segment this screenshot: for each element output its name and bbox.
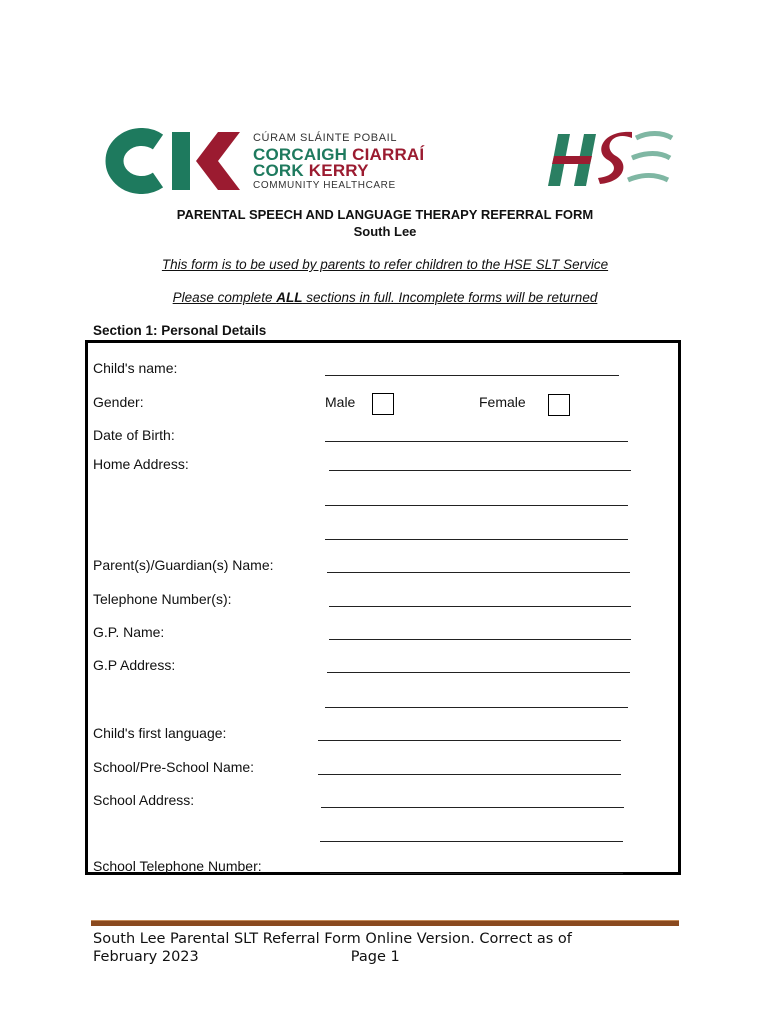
- school-name-label: School/Pre-School Name:: [93, 759, 255, 775]
- gp-address-field-2[interactable]: [325, 707, 628, 708]
- ck-ciarrai: CIARRAÍ: [352, 145, 425, 164]
- form-intro: This form is to be used by parents to refer children to the HSE SLT Service: [161, 257, 609, 272]
- school-phone-label: School Telephone Number:: [93, 858, 262, 874]
- home-address-field-3[interactable]: [325, 539, 628, 540]
- form-subtitle: South Lee: [353, 224, 417, 239]
- ck-logo-icon: [100, 128, 250, 194]
- gender-female-checkbox[interactable]: [548, 394, 570, 416]
- footer-line-2: [93, 948, 572, 966]
- home-address-field-2[interactable]: [325, 505, 628, 506]
- first-language-field[interactable]: [318, 740, 621, 741]
- gp-address-field-1[interactable]: [327, 672, 630, 673]
- gender-female-label: Female: [479, 394, 526, 410]
- footer-rule: [91, 920, 679, 926]
- home-address-label: Home Address:: [93, 456, 189, 472]
- child-name-field[interactable]: [325, 375, 619, 376]
- ck-line-3: [253, 161, 369, 181]
- ck-kerry: KERRY: [308, 161, 369, 180]
- parent-name-label: Parent(s)/Guardian(s) Name:: [93, 557, 274, 573]
- school-phone-field[interactable]: [320, 873, 623, 874]
- ck-corcaigh: CORCAIGH: [253, 145, 348, 164]
- school-address-field-2[interactable]: [320, 841, 623, 842]
- child-name-label: Child's name:: [93, 360, 178, 376]
- footer-page-number: Page 1: [350, 949, 400, 965]
- ck-line-1: CÚRAM SLÁINTE POBAIL: [253, 132, 398, 144]
- ck-cork: CORK: [253, 161, 304, 180]
- footer: [93, 930, 572, 966]
- first-language-label: Child's first language:: [93, 725, 227, 741]
- gender-male-checkbox[interactable]: [372, 393, 394, 415]
- instruction-text-1: Please complete: [172, 290, 277, 305]
- instruction-text-2: sections in full. Incomplete forms will be returned: [302, 290, 598, 305]
- dob-field[interactable]: [325, 441, 628, 442]
- section-1-heading: Section 1: Personal Details: [93, 323, 267, 338]
- dob-label: Date of Birth:: [93, 427, 175, 443]
- footer-date: February 2023: [93, 949, 199, 965]
- hse-logo-icon: [540, 128, 676, 194]
- school-address-label: School Address:: [93, 792, 195, 808]
- home-address-field-1[interactable]: [329, 470, 631, 471]
- school-name-field[interactable]: [318, 774, 621, 775]
- gender-label: Gender:: [93, 394, 144, 410]
- telephone-label: Telephone Number(s):: [93, 591, 232, 607]
- telephone-field[interactable]: [329, 606, 631, 607]
- ck-line-4: COMMUNITY HEALTHCARE: [253, 180, 396, 191]
- form-instruction: [0, 290, 770, 305]
- form-title: PARENTAL SPEECH AND LANGUAGE THERAPY REFERRAL FORM: [176, 207, 594, 222]
- cork-kerry-logo: [100, 128, 500, 194]
- gp-address-label: G.P Address:: [93, 657, 176, 673]
- footer-line-1: South Lee Parental SLT Referral Form Online Version. Correct as of: [93, 931, 572, 947]
- gp-name-label: G.P. Name:: [93, 624, 165, 640]
- gp-name-field[interactable]: [329, 639, 631, 640]
- gender-male-label: Male: [325, 394, 356, 410]
- school-address-field-1[interactable]: [321, 807, 624, 808]
- instruction-bold: ALL: [276, 290, 303, 305]
- parent-name-field[interactable]: [327, 572, 630, 573]
